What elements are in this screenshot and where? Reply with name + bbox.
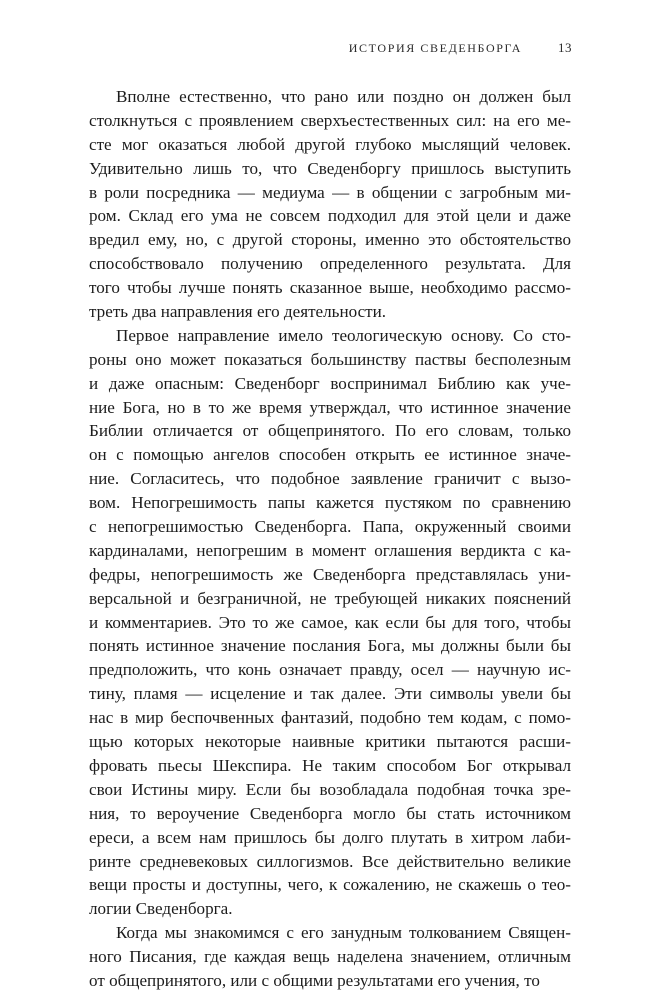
text-line: щью которых некоторые наивные критики пытаются расши- bbox=[89, 732, 571, 752]
text-line: ного Писания, где каждая вещь наделена значением, отличным bbox=[89, 947, 571, 967]
text-line: и даже опасным: Сведенборг воспринимал Библию как уче- bbox=[89, 373, 571, 393]
text-line: треть два направления его деятельности. bbox=[89, 302, 387, 322]
paragraph bbox=[89, 324, 571, 921]
text-line: способствовало получению определенного результата. Для bbox=[89, 254, 571, 274]
text-line: версальной и безграничной, не требующей никаких пояснений bbox=[89, 588, 571, 608]
text-line: федры, непогрешимость же Сведенборга представлялась уни- bbox=[89, 564, 571, 584]
text-line: вещи просты и доступны, чего, к сожалению, не скажешь о тео- bbox=[89, 875, 571, 895]
text-line: понять истинное значение послания Бога, мы должны были бы bbox=[89, 636, 571, 656]
text-line: Первое направление имело теологическую основу. Со сто- bbox=[116, 325, 571, 345]
text-line: с непогрешимостью Сведенборга. Папа, окруженный своими bbox=[89, 517, 571, 537]
running-title: ИСТОРИЯ СВЕДЕНБОРГА bbox=[348, 41, 522, 55]
text-line: он с помощью ангелов способен открыть ее истинное значе- bbox=[89, 445, 571, 465]
text-line: столкнуться с проявлением сверхъестественных сил: на его ме- bbox=[89, 110, 571, 130]
body-text bbox=[89, 85, 571, 993]
text-line: ром. Склад его ума не совсем подходил для этой цели и даже bbox=[89, 206, 571, 226]
text-line: ринте средневековых силлогизмов. Все действительно великие bbox=[89, 851, 571, 871]
text-line: тину, пламя — исцеление и так далее. Эти символы увели бы bbox=[89, 684, 571, 704]
text-line: и комментариев. Это то же самое, как если бы для того, чтобы bbox=[89, 612, 571, 632]
paragraph bbox=[89, 85, 571, 324]
text-line: фровать пьесы Шекспира. Не таким способом Бог открывал bbox=[89, 755, 571, 775]
text-line: от общепринятого, или с общими результатами его учения, то bbox=[89, 970, 540, 990]
text-line: ереси, а всем нам пришлось бы долго плутать в хитром лаби- bbox=[89, 827, 571, 847]
text-line: роны оно может показаться большинству паствы бесполезным bbox=[89, 349, 571, 369]
text-line: ние Бога, но в то же время утверждал, что истинное значение bbox=[89, 397, 571, 417]
text-line: кардиналами, непогрешим в момент оглашения вердикта с ка- bbox=[89, 540, 571, 560]
text-line: ния, то вероучение Сведенборга могло бы стать источником bbox=[89, 803, 571, 823]
paragraph bbox=[89, 921, 571, 993]
page-number: 13 bbox=[558, 40, 572, 55]
text-line: в роли посредника — медиума — в общении с загробным ми- bbox=[89, 182, 571, 202]
text-line: вредил ему, но, с другой стороны, именно это обстоятельство bbox=[89, 230, 571, 250]
text-line: Вполне естественно, что рано или поздно он должен был bbox=[116, 87, 571, 106]
text-line: свои Истины миру. Если бы возобладала подобная точка зре- bbox=[89, 779, 571, 799]
text-line: сте мог оказаться любой другой глубоко мыслящий человек. bbox=[89, 134, 571, 154]
text-line: Когда мы знакомимся с его занудным толкованием Священ- bbox=[116, 923, 571, 943]
text-line: логии Сведенборга. bbox=[89, 899, 233, 919]
running-head bbox=[349, 40, 572, 56]
text-line: Библии отличается от общепринятого. По его словам, только bbox=[89, 421, 571, 441]
text-line: Удивительно лишь то, что Сведенборгу пришлось выступить bbox=[89, 158, 571, 178]
text-line: ние. Согласитесь, что подобное заявление граничит с вызо- bbox=[89, 469, 571, 489]
text-line: вом. Непогрешимость папы кажется пустяком по сравнению bbox=[89, 493, 571, 513]
text-line: того чтобы лучше понять сказанное выше, необходимо рассмо- bbox=[89, 278, 571, 298]
text-line: предположить, что конь означает правду, осел — научную ис- bbox=[89, 660, 571, 680]
text-line: нас в мир беспочвенных фантазий, подобно тем кодам, с помо- bbox=[89, 708, 571, 728]
